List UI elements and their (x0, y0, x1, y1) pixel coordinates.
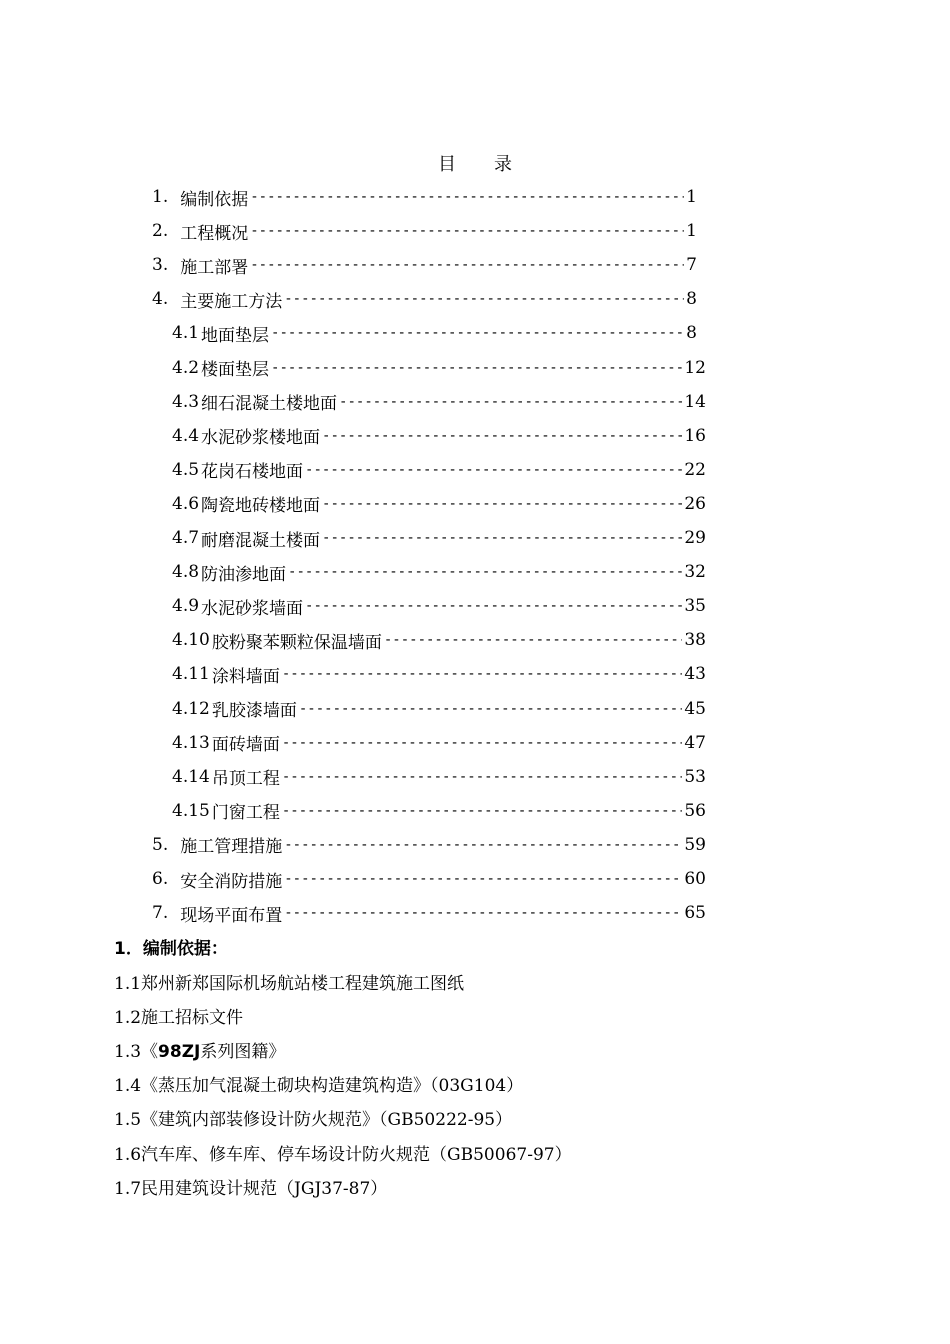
reference-item (114, 1003, 243, 1028)
toc-entry[interactable] (172, 524, 706, 552)
toc-dot-leader (271, 360, 682, 376)
reference-text: 《建筑内部装修设计防火规范》（GB50222-95） (141, 1110, 513, 1131)
toc-entry[interactable] (172, 763, 706, 791)
toc-entry[interactable] (172, 456, 706, 484)
toc-dot-leader (250, 257, 684, 273)
toc-entry-page: 8 (686, 323, 697, 344)
toc-dot-leader (322, 530, 682, 546)
toc-entry-number: 4.8 (172, 562, 200, 583)
toc-dot-leader (305, 598, 682, 614)
toc-entry[interactable] (172, 558, 706, 586)
toc-entry[interactable] (172, 490, 706, 518)
toc-entry[interactable] (172, 354, 706, 382)
toc-entry-number: 4.2 (172, 357, 200, 378)
toc-entry-number: 3. (152, 255, 169, 276)
toc-entry[interactable] (172, 626, 706, 654)
toc-entry[interactable] (172, 660, 706, 688)
reference-text: 汽车库、修车库、停车场设计防火规范（GB50067-97） (141, 1144, 572, 1165)
toc-entry-page: 59 (684, 834, 706, 855)
toc-entry-number: 4.6 (172, 493, 200, 514)
toc-dot-leader (299, 701, 683, 717)
toc-entry-page: 22 (684, 459, 706, 480)
toc-entry-title: 现场平面布置 (180, 905, 283, 926)
toc-entry-number: 4.4 (172, 425, 200, 446)
toc-entry-number: 4.1 (172, 323, 200, 344)
toc-dot-leader (339, 394, 682, 410)
reference-number: 1.4 (114, 1076, 142, 1097)
toc-dot-leader (322, 428, 682, 444)
toc-entry[interactable] (152, 217, 697, 245)
toc-entry[interactable] (152, 183, 697, 211)
reference-item (114, 1071, 523, 1096)
toc-dot-leader (284, 291, 684, 307)
toc-entry-title: 耐磨混凝土楼面 (201, 530, 321, 551)
reference-text: 《蒸压加气混凝土砌块构造建筑构造》（03G104） (141, 1076, 524, 1097)
toc-entry-page: 16 (684, 425, 706, 446)
reference-text: 民用建筑设计规范（JGJ37-87） (141, 1178, 388, 1199)
toc-entry-number: 4.15 (172, 800, 210, 821)
toc-entry-number: 4.14 (172, 766, 210, 787)
reference-item (114, 969, 464, 994)
reference-bold-code: 98ZJ (158, 1042, 201, 1063)
toc-title-part-1: 目 (438, 154, 456, 175)
section-heading: 1．编制依据： (114, 939, 228, 959)
toc-entry[interactable] (172, 422, 706, 450)
reference-number: 1.6 (114, 1144, 142, 1165)
toc-entry[interactable] (152, 285, 697, 313)
toc-entry-number: 7. (152, 903, 169, 924)
toc-entry-number: 4.5 (172, 459, 200, 480)
toc-entry-page: 32 (684, 562, 706, 583)
toc-entry-title: 水泥砂浆墙面 (201, 598, 304, 619)
toc-entry-title: 面砖墙面 (211, 735, 280, 756)
toc-entry-page: 12 (684, 357, 706, 378)
toc-entry-page: 35 (684, 596, 706, 617)
toc-entry[interactable] (172, 388, 706, 416)
toc-entry-page: 43 (684, 664, 706, 685)
toc-entry-page: 53 (684, 766, 706, 787)
toc-entry-page: 65 (684, 903, 706, 924)
toc-entry-title: 楼面垫层 (201, 360, 270, 380)
toc-entry[interactable] (152, 831, 706, 859)
reference-number: 1.1 (114, 974, 142, 994)
toc-entry-title: 水泥砂浆楼地面 (201, 428, 321, 449)
toc-entry-title: 胶粉聚苯颗粒保温墙面 (211, 632, 382, 653)
reference-number: 1.7 (114, 1178, 142, 1199)
toc-entry[interactable] (172, 592, 706, 620)
toc-entry-page: 1 (686, 221, 697, 242)
reference-text: 郑州新郑国际机场航站楼工程建筑施工图纸 (141, 974, 465, 994)
toc-entry-page: 56 (684, 800, 706, 821)
toc-entry-title: 地面垫层 (201, 325, 270, 346)
toc-entry[interactable] (152, 865, 706, 893)
toc-entry-number: 4.10 (172, 630, 210, 651)
toc-entry-page: 45 (684, 698, 706, 719)
toc-entry-number: 4. (152, 289, 169, 310)
toc-entry-number: 2. (152, 221, 169, 242)
toc-entry-page: 8 (686, 289, 697, 310)
reference-number: 1.3 (114, 1042, 142, 1063)
toc-entry-page: 60 (684, 869, 706, 889)
toc-entry-title: 乳胶漆墙面 (211, 701, 297, 721)
toc-entry-number: 6. (152, 869, 169, 889)
toc-entry-number: 1. (152, 187, 169, 207)
toc-entry-title: 涂料墙面 (211, 666, 280, 687)
toc-dot-leader (288, 564, 682, 580)
toc-entry-page: 47 (684, 732, 706, 753)
toc-entry-number: 5. (152, 834, 169, 855)
toc-entry-page: 14 (684, 391, 706, 412)
toc-entry-number: 4.3 (172, 391, 200, 412)
toc-dot-leader (271, 325, 684, 341)
toc-entry-title: 安全消防措施 (180, 871, 283, 892)
toc-dot-leader (282, 769, 683, 785)
toc-dot-leader (282, 735, 683, 751)
reference-text: 《 (141, 1042, 159, 1063)
toc-entry-title: 施工管理措施 (180, 837, 283, 858)
toc-entry-number: 4.12 (172, 698, 210, 719)
toc-entry-title: 施工部署 (180, 257, 249, 278)
reference-item (114, 1105, 512, 1130)
toc-entry-page: 7 (686, 255, 697, 276)
toc-entry-page: 38 (684, 630, 706, 651)
toc-dot-leader (282, 803, 683, 819)
toc-entry-page: 26 (684, 493, 706, 514)
toc-entry-number: 4.7 (172, 528, 200, 548)
toc-entry-number: 4.13 (172, 732, 210, 753)
toc-entry-title: 防油渗地面 (201, 564, 287, 585)
toc-dot-leader (250, 223, 684, 239)
reference-number: 1.5 (114, 1110, 142, 1131)
toc-entry-title: 主要施工方法 (180, 291, 283, 312)
toc-entry-title: 花岗石楼地面 (201, 462, 304, 483)
toc-entry[interactable] (172, 729, 706, 757)
reference-text: 施工招标文件 (141, 1008, 244, 1029)
toc-entry[interactable] (152, 251, 697, 279)
toc-entry-title: 细石混凝土楼地面 (201, 394, 338, 415)
toc-entry-title: 陶瓷地砖楼地面 (201, 496, 321, 517)
toc-dot-leader (284, 837, 682, 853)
toc-title-part-2: 录 (494, 154, 512, 175)
toc-dot-leader (282, 666, 683, 682)
reference-text-tail: 系列图籍》 (200, 1042, 286, 1063)
toc-entry[interactable] (172, 797, 706, 825)
toc-dot-leader (284, 871, 682, 887)
toc-dot-leader (250, 189, 684, 205)
toc-dot-leader (322, 496, 682, 512)
toc-entry-title: 门窗工程 (211, 803, 280, 824)
toc-entry[interactable] (172, 319, 697, 347)
toc-entry-title: 编制依据 (180, 189, 249, 210)
reference-number: 1.2 (114, 1008, 142, 1029)
toc-entry-page: 29 (684, 528, 706, 548)
toc-dot-leader (284, 905, 682, 921)
reference-item (114, 1140, 572, 1165)
toc-entry-number: 4.9 (172, 596, 200, 617)
toc-title (0, 150, 950, 176)
reference-item (114, 1037, 285, 1062)
toc-dot-leader (384, 632, 683, 648)
reference-item (114, 1174, 387, 1199)
toc-entry-page: 1 (686, 187, 697, 207)
toc-entry-title: 吊顶工程 (211, 769, 280, 790)
toc-entry-title: 工程概况 (180, 223, 249, 244)
toc-entry[interactable] (152, 899, 706, 927)
toc-entry-number: 4.11 (172, 664, 210, 685)
toc-entry[interactable] (172, 695, 706, 723)
toc-dot-leader (305, 462, 682, 478)
